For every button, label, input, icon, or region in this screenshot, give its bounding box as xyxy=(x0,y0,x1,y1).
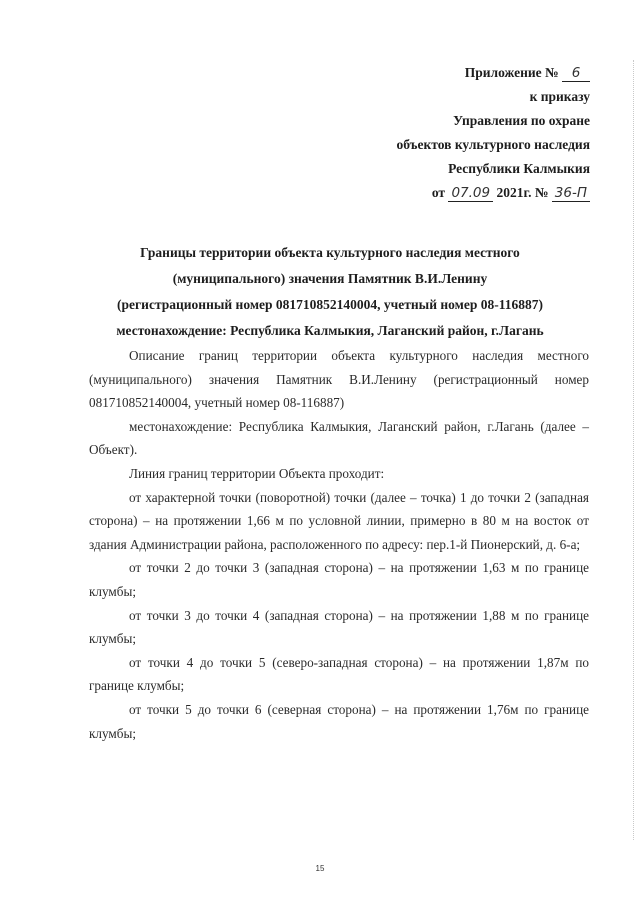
handwritten-appendix-number: 6 xyxy=(562,65,590,82)
title-line-2: (муниципального) значения Памятник В.И.Ленину xyxy=(172,271,488,286)
order-ref-line: к приказу xyxy=(529,89,590,104)
paragraph: от точки 4 до точки 5 (северо-западная сторона) – на протяжении 1,87м по границе клумбы; xyxy=(89,654,589,694)
paragraph: от точки 5 до точки 6 (северная сторона) – на протяжении 1,76м по границе клумбы; xyxy=(89,701,589,741)
appendix-line: Приложение № 6 xyxy=(270,61,590,85)
authority-line-3: Республики Калмыкия xyxy=(448,161,590,176)
title-line-4: местонахождение: Республика Калмыкия, Лаганский район, г.Лагань xyxy=(116,323,544,338)
paragraph: от точки 3 до точки 4 (западная сторона) – на протяжении 1,88 м по границе клумбы; xyxy=(89,607,589,647)
authority-line-1: Управления по охране xyxy=(453,113,590,128)
boundary-description xyxy=(89,344,589,745)
appendix-header xyxy=(270,61,590,205)
document-title xyxy=(80,240,580,344)
handwritten-date: 07.09 xyxy=(448,185,493,202)
handwritten-order-number: 36-П xyxy=(552,185,590,202)
paragraph: Линия границ территории Объекта проходит: xyxy=(129,465,385,481)
paragraph: местонахождение: Республика Калмыкия, Лаганский район, г.Лагань (далее – Объект). xyxy=(89,418,589,458)
paragraph: Описание границ территории объекта культурного наследия местного (муниципального) значения Памятник В.И.Ленину (регистрационный номер 081710852140004, учетный номер 08-116887) xyxy=(89,348,589,411)
authority-line-2: объектов культурного наследия xyxy=(396,137,590,152)
page-number: 15 xyxy=(315,864,325,873)
paragraph: от точки 2 до точки 3 (западная сторона) – на протяжении 1,63 м по границе клумбы; xyxy=(89,560,589,599)
order-date-line: от 07.09 2021г. № 36-П xyxy=(270,181,590,205)
title-line-1: Границы территории объекта культурного наследия местного xyxy=(140,245,520,260)
scan-edge-marks xyxy=(631,60,634,840)
title-line-3: (регистрационный номер 081710852140004, учетный номер 08-116887) xyxy=(117,297,543,312)
paragraph: от характерной точки (поворотной) точки (далее – точка) 1 до точки 2 (западная сторона) – на протяжении 1,66 м по условной линии, примерно в 80 м на восток от здания Администрации района, расположенного по адресу: пер.1-й Пионерский, д. 6-а; xyxy=(89,489,589,552)
